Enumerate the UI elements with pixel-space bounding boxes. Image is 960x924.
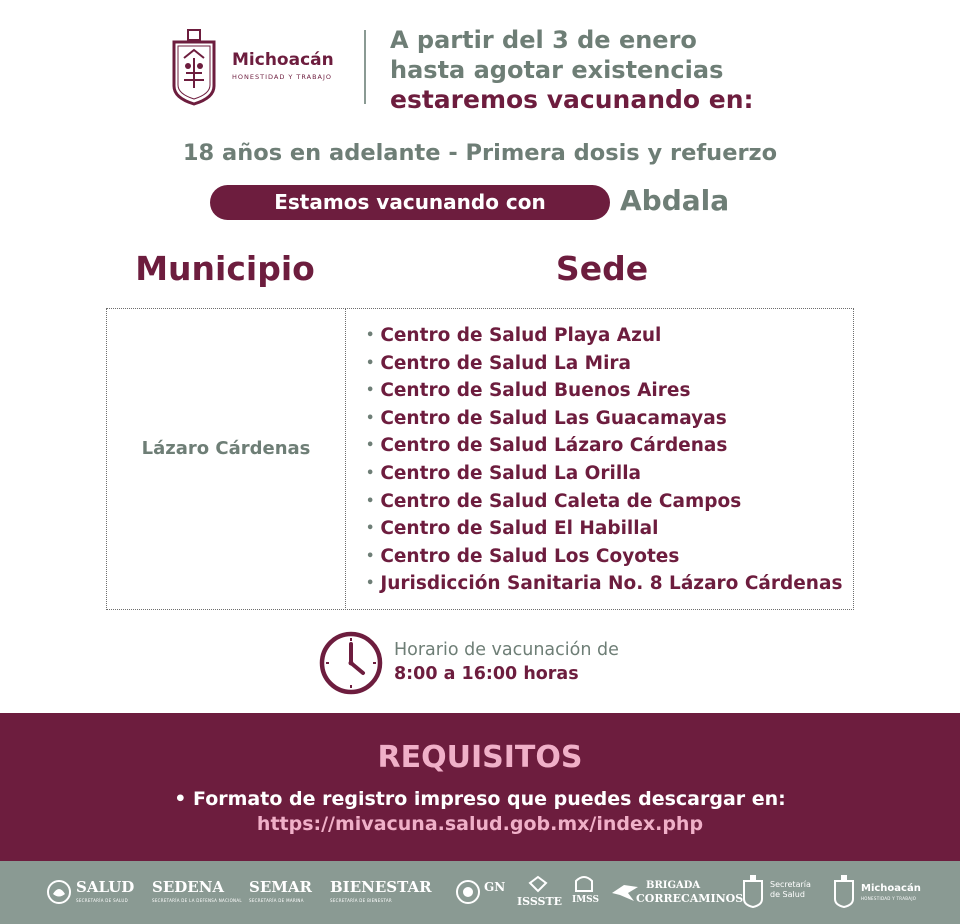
audience-text: 18 años en adelante - Primera dosis y refuerzo <box>182 140 778 166</box>
footer-correcaminos: CORRECAMINOS <box>636 892 744 905</box>
footer-salud-sub: SECRETARÍA DE SALUD <box>76 898 128 903</box>
list-item <box>366 432 842 460</box>
requirements-band <box>0 713 960 861</box>
bullet-icon: • <box>366 548 375 564</box>
vaccine-name: Abdala <box>620 184 730 217</box>
sede-header: Sede <box>555 249 649 288</box>
bullet-icon: • <box>366 438 375 454</box>
footer-semar-sub: SECRETARÍA DE MARINA <box>249 898 304 903</box>
table-column-divider <box>345 308 346 610</box>
footer-michoacan: Michoacán <box>861 883 921 894</box>
clock-icon <box>318 630 384 696</box>
list-item <box>366 405 842 433</box>
list-item <box>366 488 842 516</box>
footer-sedena: SEDENA <box>152 878 225 896</box>
headline-line-3: estaremos vacunando en: <box>390 85 754 114</box>
michoacan-crest-logo <box>168 28 220 108</box>
sede-name: Centro de Salud Las Guacamayas <box>380 407 727 429</box>
schedule-label: Horario de vacunación de <box>394 640 619 660</box>
footer-secretaria: Secretaría <box>770 880 811 889</box>
michoacan-crest-icon <box>833 875 855 909</box>
list-item <box>366 460 842 488</box>
headline-line-2: hasta agotar existencias <box>390 56 724 84</box>
sede-name: Centro de Salud Los Coyotes <box>380 545 680 567</box>
municipio-cell: Lázaro Cárdenas <box>141 438 311 459</box>
bullet-icon: • <box>366 410 375 426</box>
vaccine-pill: Estamos vacunando con <box>210 185 610 220</box>
bullet-icon: • <box>366 355 375 371</box>
header-divider <box>364 30 366 104</box>
footer-salud: SALUD <box>76 878 135 896</box>
bullet-icon: • <box>366 328 375 343</box>
sede-name: Jurisdicción Sanitaria No. 8 Lázaro Cárdenas <box>380 573 843 595</box>
footer-issste: ISSSTE <box>517 895 563 908</box>
sede-name: Centro de Salud Playa Azul <box>380 325 662 346</box>
list-item <box>366 322 842 350</box>
footer-semar: SEMAR <box>249 878 312 896</box>
sede-name: Centro de Salud Caleta de Campos <box>380 490 742 512</box>
issste-icon <box>528 875 548 893</box>
bullet-icon: • <box>366 576 375 592</box>
sede-name: Centro de Salud La Mira <box>380 352 632 374</box>
bullet-icon: • <box>366 493 375 509</box>
secretaria-salud-crest-icon <box>742 875 764 909</box>
footer-sedena-sub: SECRETARÍA DE LA DEFENSA NACIONAL <box>152 898 242 903</box>
municipio-header: Municipio <box>135 249 315 288</box>
mexico-seal-icon <box>46 879 72 905</box>
sede-name: Centro de Salud Lázaro Cárdenas <box>380 435 728 457</box>
sede-name: Centro de Salud El Habillal <box>380 518 659 540</box>
footer-imss: IMSS <box>572 895 599 905</box>
sede-name: Centro de Salud Buenos Aires <box>380 380 691 402</box>
imss-icon <box>573 875 595 893</box>
footer-bienestar: BIENESTAR <box>330 878 432 896</box>
footer-michoacan-sub: HONESTIDAD Y TRABAJO <box>861 896 917 901</box>
headline-line-1: A partir del 3 de enero <box>390 26 697 54</box>
footer-logos-bar <box>0 861 960 924</box>
list-item <box>366 570 842 598</box>
requirements-item: • Formato de registro impreso que puedes descargar en: <box>174 788 786 810</box>
schedule-hours: 8:00 a 16:00 horas <box>394 664 579 684</box>
requirements-title: REQUISITOS <box>377 740 583 775</box>
guardia-nacional-seal-icon <box>455 879 481 905</box>
bullet-icon: • <box>366 465 375 481</box>
brand-tagline: HONESTIDAD Y TRABAJO <box>232 73 333 81</box>
footer-gn: GN <box>484 880 506 894</box>
brand-name: Michoacán <box>232 50 334 70</box>
sede-name: Centro de Salud La Orilla <box>380 462 642 484</box>
bullet-icon: • <box>366 521 375 537</box>
list-item <box>366 515 842 543</box>
list-item <box>366 377 842 405</box>
footer-bienestar-sub: SECRETARÍA DE BIENESTAR <box>330 898 392 903</box>
requirements-url[interactable]: https://mivacuna.salud.gob.mx/index.php <box>256 813 704 835</box>
footer-brigada: BRIGADA <box>646 880 701 891</box>
sede-list <box>366 322 842 598</box>
footer-de-salud: de Salud <box>770 890 805 899</box>
bullet-icon: • <box>366 383 375 399</box>
list-item <box>366 350 842 378</box>
list-item <box>366 543 842 571</box>
